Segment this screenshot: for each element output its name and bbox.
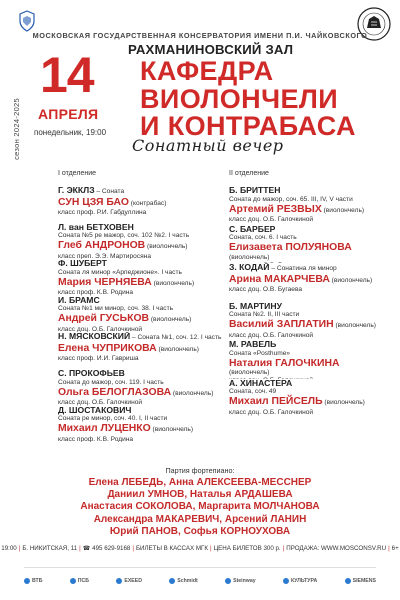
partner-logo	[70, 578, 89, 584]
performer-name: Ольга БЕЛОГЛАЗОВА (виолончель)	[58, 386, 214, 398]
partner-logo-icon	[116, 578, 122, 584]
part2-heading: II отделение	[229, 170, 269, 177]
partner-logo-icon	[345, 578, 351, 584]
work-title: Соната до мажор, соч. 65. III, IV, V части	[229, 195, 353, 203]
performer-name: Василий ЗАПЛАТИН (виолончель)	[229, 319, 376, 331]
partner-name: Steinway	[233, 578, 256, 584]
footer-item: ЦЕНА БИЛЕТОВ 300 р.	[213, 545, 281, 552]
event-day: 14	[40, 47, 94, 103]
footer-item: ПРОДАЖА: WWW.MOSCONSV.RU	[286, 545, 387, 552]
performer-name: Елизавета ПОЛУЯНОВА	[229, 242, 352, 254]
instrument-label: (виолончель)	[151, 279, 195, 287]
part1-heading: I отделение	[58, 170, 96, 177]
footer-item: 6+	[391, 545, 399, 552]
composer-name: Б. БРИТТЕН	[229, 186, 281, 195]
work-title: Соната «Posthume»	[229, 349, 291, 357]
partner-name: Schmidt	[177, 578, 198, 584]
teacher-class: класс доц. О.Б. Галочкиной	[58, 325, 143, 333]
pianists-line: Елена ЛЕБЕДЬ, Анна АЛЕКСЕЕВА-МЕССНЕР	[88, 477, 312, 488]
footer-separator: |	[388, 545, 390, 552]
footer-separator: |	[132, 545, 134, 552]
partner-name: ПСБ	[77, 578, 90, 584]
partner-logo	[283, 578, 317, 584]
program-item	[229, 379, 400, 418]
event-subtitle: Сонатный вечер	[132, 136, 284, 155]
conservatory-name: МОСКОВСКАЯ ГОСУДАРСТВЕННАЯ КОНСЕРВАТОРИЯ ИМЕНИ П.И. ЧАЙКОВСКОГО	[32, 31, 368, 40]
performer-name: СУН ЦЗЯ БАО (контрабас)	[58, 196, 167, 208]
work-title: Соната, соч. 49	[229, 388, 277, 396]
partner-logo-icon	[283, 578, 289, 584]
instrument-label: (виолончель)	[229, 369, 270, 377]
partner-logo	[24, 578, 42, 584]
instrument-label: (виолончель)	[171, 389, 214, 397]
pianists-line: Анастасия СОКОЛОВА, Маргарита МОЛЧАНОВА	[80, 501, 320, 513]
teacher-class: класс доц. О.Б. Галочкиной	[58, 399, 143, 406]
partner-name: EXEED	[124, 578, 142, 584]
composer-name: А. ХИНАСТЕРА	[229, 378, 293, 388]
program-item	[58, 223, 233, 260]
partner-logo-icon	[169, 578, 175, 584]
work-title: Соната ре минор, соч. 40. I, II части	[58, 415, 168, 423]
event-month: АПРЕЛЯ	[38, 106, 99, 122]
teacher-class: класс проф. Р.И. Габдуллина	[58, 209, 147, 217]
pianists-line: Юрий ПАНОВ, Софья КОРНОУХОВА	[109, 525, 291, 537]
composer-name: Г. ЭККЛЗ – Соната	[58, 186, 125, 195]
title-line: ВИОЛОНЧЕЛИ	[140, 83, 339, 114]
teacher-class: класс доц. О.В. Бугаева	[229, 286, 303, 294]
partner-logo	[225, 578, 256, 584]
instrument-label: (виолончель)	[329, 276, 373, 284]
partner-logo-icon	[70, 578, 76, 584]
work-title: Соната №1 ми минор, соч. 38. I часть	[58, 305, 174, 313]
teacher-class: класс доц. О.Б. Галочкиной	[229, 216, 314, 224]
event-title	[140, 58, 356, 141]
program-item	[229, 225, 400, 264]
performer-name: Глеб АНДРОНОВ (виолончель)	[58, 240, 188, 252]
performer-name: Мария ЧЕРНЯЕВА (виолончель)	[58, 276, 195, 288]
program-item	[58, 186, 233, 223]
instrument-label: (виолончель)	[333, 322, 376, 330]
footer-item: Б. НИКИТСКАЯ, 11	[22, 545, 78, 552]
title-line: КАФЕДРА	[140, 56, 274, 86]
season-label: сезон 2024-2025	[12, 98, 21, 160]
footer-separator: |	[18, 545, 21, 552]
footer-item: ☎ 495 629-9168	[82, 545, 131, 552]
program-item	[58, 296, 233, 333]
work-title: Соната №5 ре мажор, соч. 102 №2. I часть	[58, 232, 190, 240]
partner-logo-icon	[24, 578, 30, 584]
partner-logo	[169, 578, 197, 584]
footer-item: БИЛЕТЫ В КАССАХ МГК	[135, 545, 208, 552]
work-title: Соната до мажор, соч. 119. I часть	[58, 378, 164, 386]
performer-name: Наталия ГАЛОЧКИНА	[229, 357, 340, 369]
instrument-label: (контрабас)	[128, 199, 167, 207]
footer-item: 19:00	[1, 545, 17, 552]
performer-name: Артемий РЕЗВЫХ (виолончель)	[229, 203, 365, 215]
partner-name: КУЛЬТУРА	[290, 578, 318, 584]
work-title: Соната, соч. 6. I часть	[229, 234, 297, 242]
program-part1	[58, 186, 233, 442]
performer-name: Андрей ГУСЬКОВ (виолончель)	[58, 313, 192, 325]
teacher-class: класс проф. К.В. Родина	[58, 289, 134, 296]
title-line: И КОНТРАБАСА	[140, 111, 356, 141]
performer-name: Елена ЧУПРИКОВА (виолончель)	[58, 342, 199, 354]
teacher-class: класс проф. К.В. Родина	[58, 435, 134, 443]
pianists-line: Даниил УМНОВ, Наталья АРДАШЕВА	[107, 489, 293, 501]
partner-logo	[345, 578, 376, 584]
partner-logos	[24, 567, 376, 590]
teacher-class: класс проф. И.И. Гавриша	[58, 355, 139, 363]
footer-separator: |	[79, 545, 81, 552]
composer-name: И. БРАМС	[58, 295, 100, 305]
work-title: Соната ля минор «Арпеджионе». I часть	[58, 268, 182, 276]
footer-separator: |	[282, 545, 285, 552]
footer-info	[0, 545, 400, 552]
composer-name: Д. ШОСТАКОВИЧ	[58, 405, 132, 415]
pianists-list	[0, 477, 400, 538]
performer-name: Арина МАКАРЧЕВА (виолончель)	[229, 273, 373, 285]
program-item	[229, 263, 400, 302]
partner-logo-icon	[225, 578, 231, 584]
program-item	[58, 369, 233, 406]
performer-name: Михаил ПЕЙСЕЛЬ (виолончель)	[229, 396, 365, 408]
piano-heading: Партия фортепиано:	[165, 466, 235, 475]
teacher-class: класс доц. О.Б. Галочкиной	[229, 331, 314, 339]
instrument-label: (виолончель)	[321, 206, 365, 214]
instrument-label: (виолончель)	[145, 243, 188, 251]
composer-name: Л. ван БЕТХОВЕН	[58, 222, 134, 232]
program-item	[58, 259, 233, 296]
work-title: – Сонатина ля минор	[269, 265, 337, 272]
work-title: Соната №2. II, III части	[229, 311, 300, 319]
work-title: – Соната	[94, 188, 125, 195]
teacher-class: класс доц. О.Б. Галочкиной	[229, 408, 314, 416]
composer-name: С. ПРОКОФЬЕВ	[58, 368, 125, 378]
instrument-label: (виолончель)	[229, 253, 270, 261]
program-item	[229, 340, 400, 379]
program-item	[229, 186, 400, 225]
event-weekday-time: понедельник, 19:00	[34, 128, 107, 137]
instrument-label: (виолончель)	[149, 316, 192, 324]
instrument-label: (виолончель)	[156, 345, 199, 353]
partner-logo	[116, 578, 142, 584]
instrument-label: (виолончель)	[150, 426, 194, 434]
partner-name: ВТБ	[32, 578, 43, 584]
composer-name: Б. МАРТИНУ	[229, 301, 282, 311]
footer-separator: |	[209, 545, 212, 552]
program-item	[58, 406, 233, 443]
program-item	[58, 332, 233, 369]
pianists-line: Александра МАКАРЕВИЧ, Арсений ЛАНИН	[93, 513, 307, 525]
teacher-class: класс преп. Э.Э. Мартиросяна	[58, 252, 151, 260]
program-part2	[229, 186, 400, 417]
program-item	[229, 302, 400, 341]
partner-name: SIEMENS	[352, 578, 376, 584]
hall-name: РАХМАНИНОВСКИЙ ЗАЛ	[128, 42, 294, 57]
composer-name: С. БАРБЕР	[229, 224, 276, 234]
instrument-label: (виолончель)	[322, 399, 365, 407]
composer-name: Ф. ШУБЕРТ	[58, 259, 107, 269]
performer-name: Михаил ЛУЦЕНКО (виолончель)	[58, 423, 194, 435]
composer-name: Н. МЯСКОВСКИЙ – Соната №1, соч. 12. I часть	[58, 332, 222, 342]
composer-name: М. РАВЕЛЬ	[229, 340, 277, 349]
composer-name: З. КОДАЙ – Сонатина ля минор	[229, 263, 337, 272]
work-title: – Соната №1, соч. 12. I часть	[130, 334, 222, 342]
